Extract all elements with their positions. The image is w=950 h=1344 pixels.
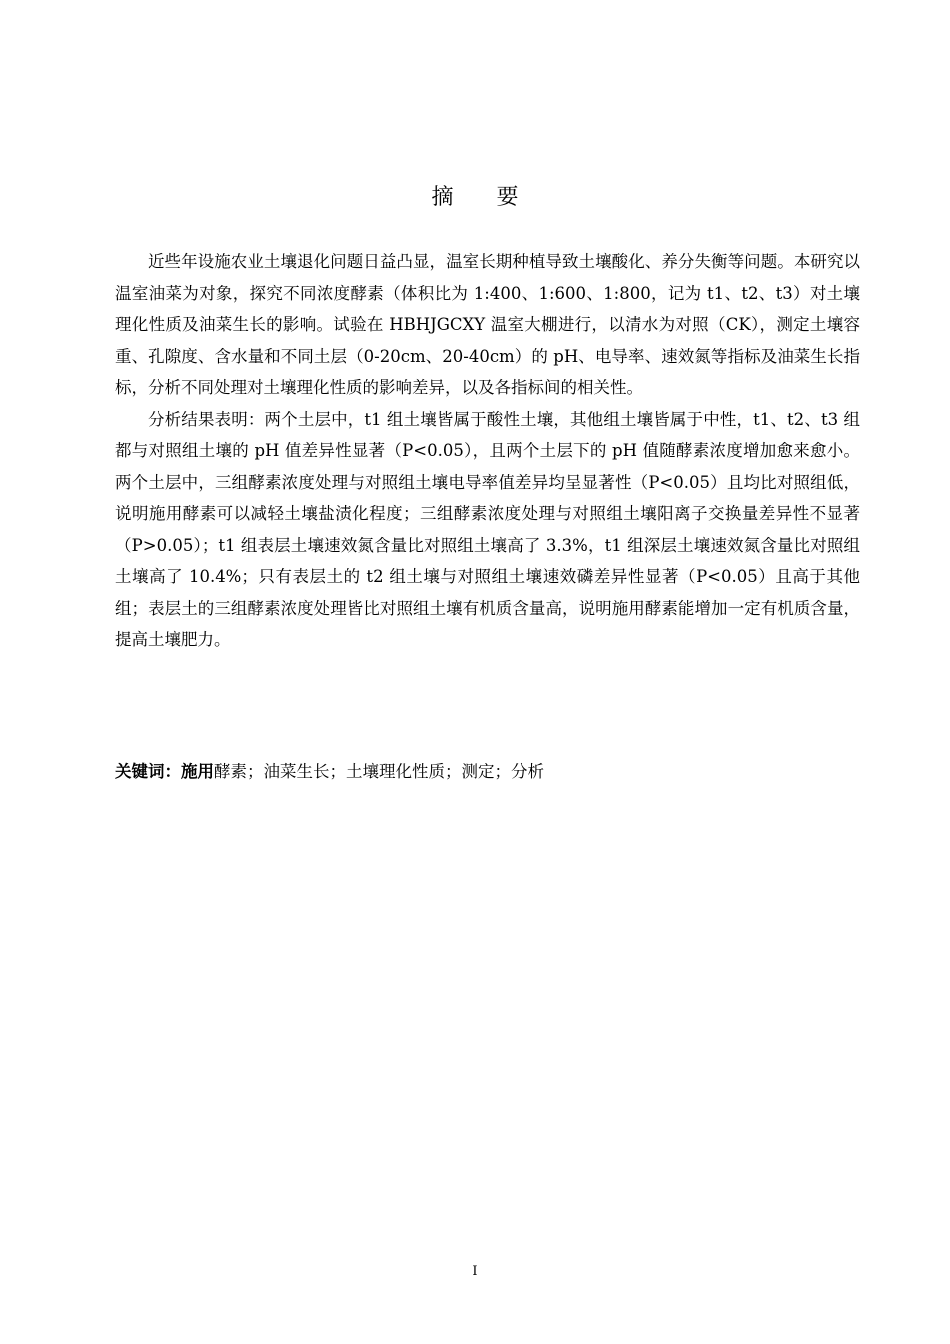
- abstract-paragraph-1: 近些年设施农业土壤退化问题日益凸显，温室长期种植导致土壤酸化、养分失衡等问题。本研究以温室油菜为对象，探究不同浓度酵素（体积比为 1:400、1:600、1:800，记为 t1、t2、t3）对土壤理化性质及油菜生长的影响。试验在 HBHJGCXY 温室大棚进行，以清水为对照（CK），测定土壤容重、孔隙度、含水量和不同土层（0-20cm、20-40cm）的 pH、电导率、速效氮等指标及油菜生长指标，分析不同处理对土壤理化性质的影响差异，以及各指标间的相关性。: [115, 252, 860, 397]
- abstract-paragraph-2: 分析结果表明：两个土层中，t1 组土壤皆属于酸性土壤，其他组土壤皆属于中性，t1、t2、t3 组都与对照组土壤的 pH 值差异性显著（P<0.05），且两个土层下的 pH 值随酵素浓度增加愈来愈小。两个土层中，三组酵素浓度处理与对照组土壤电导率值差异均呈显著性（P<0.05）且均比对照组低，说明施用酵素可以减轻土壤盐渍化程度；三组酵素浓度处理与对照组土壤阳离子交换量差异性不显著（P>0.05）；t1 组表层土壤速效氮含量比对照组土壤高了 3.3%，t1 组深层土壤速效氮含量比对照组土壤高了 10.4%；只有表层土的 t2 组土壤与对照组土壤速效磷差异性显著（P<0.05）且高于其他组；表层土的三组酵素浓度处理皆比对照组土壤有机质含量高，说明施用酵素能增加一定有机质含量，提高土壤肥力。: [115, 409, 860, 649]
- abstract-title: 摘 要: [431, 185, 537, 210]
- keywords-text: 酵素；油菜生长；土壤理化性质；测定；分析: [214, 762, 544, 781]
- keywords-line: [115, 756, 860, 787]
- abstract-body: [115, 246, 860, 656]
- keywords-label: 关键词：施用: [115, 762, 214, 781]
- page-number: I: [472, 1264, 478, 1279]
